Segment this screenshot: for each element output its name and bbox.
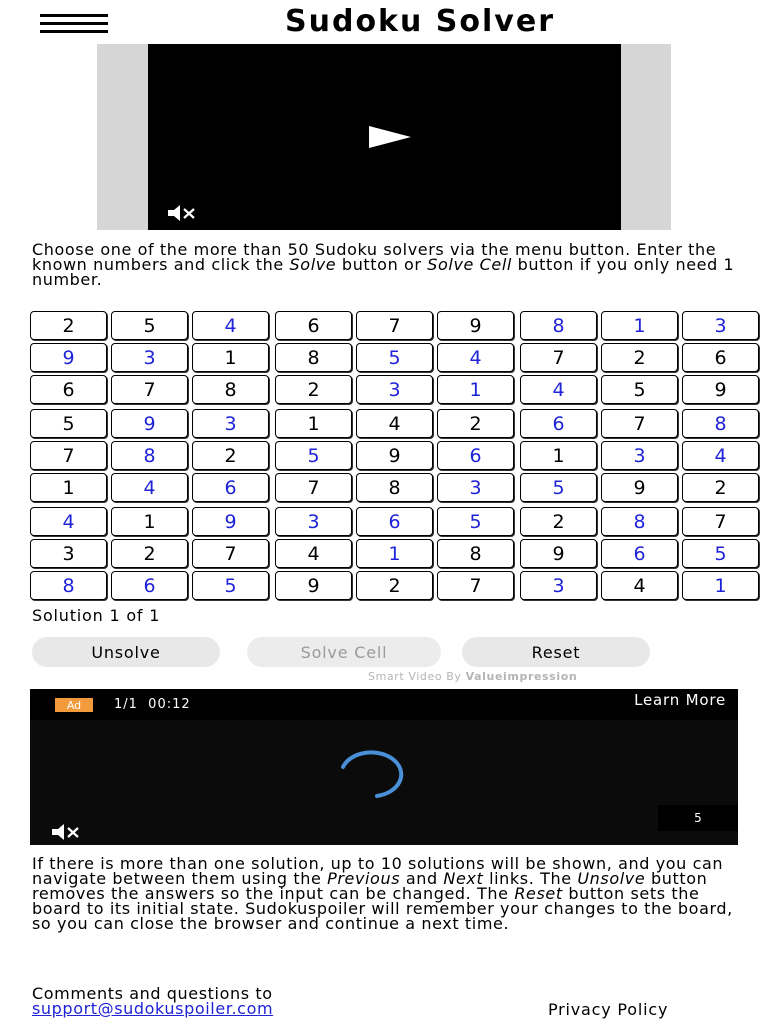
sudoku-cell[interactable]: 5: [111, 311, 188, 340]
sudoku-cell[interactable]: 1: [192, 343, 269, 372]
sudoku-cell[interactable]: 6: [601, 539, 678, 568]
sudoku-cell[interactable]: 1: [682, 571, 759, 600]
sudoku-cell[interactable]: 6: [192, 473, 269, 502]
sudoku-cell[interactable]: 3: [437, 473, 514, 502]
sudoku-cell[interactable]: 4: [356, 409, 433, 438]
sudoku-cell[interactable]: 8: [275, 343, 352, 372]
sudoku-cell[interactable]: 2: [356, 571, 433, 600]
sudoku-cell[interactable]: 1: [520, 441, 597, 470]
sudoku-cell[interactable]: 9: [601, 473, 678, 502]
sudoku-cell[interactable]: 5: [437, 507, 514, 536]
sudoku-cell[interactable]: 7: [111, 375, 188, 404]
sudoku-cell[interactable]: 6: [682, 343, 759, 372]
sudoku-cell[interactable]: 1: [437, 375, 514, 404]
sudoku-cell[interactable]: 2: [192, 441, 269, 470]
sudoku-cell[interactable]: 9: [520, 539, 597, 568]
sudoku-cell[interactable]: 8: [111, 441, 188, 470]
sudoku-cell[interactable]: 1: [275, 409, 352, 438]
sudoku-cell[interactable]: 1: [111, 507, 188, 536]
sudoku-cell[interactable]: 1: [30, 473, 107, 502]
sudoku-cell[interactable]: 8: [30, 571, 107, 600]
sudoku-cell[interactable]: 8: [437, 539, 514, 568]
sudoku-cell[interactable]: 9: [437, 311, 514, 340]
unsolve-button[interactable]: Unsolve: [32, 637, 220, 667]
sudoku-cell[interactable]: 1: [356, 539, 433, 568]
sudoku-cell[interactable]: 9: [111, 409, 188, 438]
sudoku-cell[interactable]: 7: [682, 507, 759, 536]
sudoku-cell[interactable]: 9: [30, 343, 107, 372]
sudoku-cell[interactable]: 4: [30, 507, 107, 536]
sudoku-cell[interactable]: 7: [437, 571, 514, 600]
sudoku-cell[interactable]: 9: [356, 441, 433, 470]
solve-cell-button[interactable]: Solve Cell: [247, 637, 441, 667]
loading-spinner-icon: [337, 747, 411, 801]
contact-section: [32, 986, 273, 1016]
sudoku-cell[interactable]: 4: [682, 441, 759, 470]
learn-more-link[interactable]: Learn More: [634, 691, 726, 709]
sudoku-cell[interactable]: 4: [192, 311, 269, 340]
skip-countdown[interactable]: 5: [658, 805, 738, 831]
sudoku-cell[interactable]: 4: [437, 343, 514, 372]
sudoku-cell[interactable]: 8: [520, 311, 597, 340]
sudoku-cell[interactable]: 4: [275, 539, 352, 568]
ad-badge: Ad: [55, 698, 93, 712]
sudoku-cell[interactable]: 8: [356, 473, 433, 502]
info-paragraph: If there is more than one solution, up to 10 solutions will be shown, and you can navigate between them using the Previous and Next links. The Unsolve button removes the answers so the input can be changed. The Reset button sets the board to its initial state. Sudokuspoiler will remember your changes to the board, so you can close the browser and continue a next time.: [32, 854, 733, 933]
sudoku-cell[interactable]: 6: [437, 441, 514, 470]
support-email-link[interactable]: support@sudokuspoiler.com: [32, 999, 274, 1018]
sudoku-cell[interactable]: 5: [275, 441, 352, 470]
sudoku-cell[interactable]: 2: [275, 375, 352, 404]
sudoku-cell[interactable]: 7: [520, 343, 597, 372]
smart-video-credit: Smart Video By Valueimpression: [368, 670, 578, 683]
sudoku-cell[interactable]: 6: [275, 311, 352, 340]
video-player[interactable]: [97, 44, 671, 230]
contact-label: Comments and questions to: [32, 984, 273, 1003]
sudoku-cell[interactable]: 4: [520, 375, 597, 404]
sudoku-cell[interactable]: 5: [601, 375, 678, 404]
sudoku-cell[interactable]: 6: [356, 507, 433, 536]
sudoku-cell[interactable]: 2: [601, 343, 678, 372]
ad-counter: 1/1 00:12: [114, 697, 191, 712]
solution-status: Solution 1 of 1: [32, 606, 161, 625]
page-title: Sudoku Solver: [285, 4, 555, 39]
muted-speaker-icon[interactable]: [166, 204, 198, 222]
sudoku-cell[interactable]: 1: [601, 311, 678, 340]
reset-button[interactable]: Reset: [462, 637, 650, 667]
ad-top-bar: [30, 689, 738, 720]
sudoku-cell[interactable]: 7: [601, 409, 678, 438]
sudoku-cell[interactable]: 8: [192, 375, 269, 404]
sudoku-cell[interactable]: 5: [682, 539, 759, 568]
sudoku-cell[interactable]: 3: [275, 507, 352, 536]
sudoku-cell[interactable]: 3: [356, 375, 433, 404]
sudoku-cell[interactable]: 3: [682, 311, 759, 340]
intro-text: Choose one of the more than 50 Sudoku solvers via the menu button. Enter the known numbers and click the Solve button or Solve Cell button if you only need 1 number.: [32, 240, 735, 289]
muted-speaker-icon[interactable]: [50, 823, 82, 841]
sudoku-cell[interactable]: 3: [30, 539, 107, 568]
sudoku-cell[interactable]: 2: [682, 473, 759, 502]
play-icon[interactable]: [369, 126, 411, 148]
sudoku-cell[interactable]: 9: [275, 571, 352, 600]
sudoku-cell[interactable]: 6: [111, 571, 188, 600]
video-ad[interactable]: [30, 689, 738, 845]
sudoku-cell[interactable]: 6: [520, 409, 597, 438]
sudoku-board: [30, 311, 760, 601]
sudoku-cell[interactable]: 7: [356, 311, 433, 340]
sudoku-cell[interactable]: 5: [356, 343, 433, 372]
sudoku-cell[interactable]: 2: [520, 507, 597, 536]
sudoku-cell[interactable]: 3: [601, 441, 678, 470]
video-screen[interactable]: [148, 44, 621, 230]
sudoku-cell[interactable]: 7: [275, 473, 352, 502]
sudoku-cell[interactable]: 9: [682, 375, 759, 404]
sudoku-cell[interactable]: 7: [192, 539, 269, 568]
sudoku-cell[interactable]: 7: [30, 441, 107, 470]
sudoku-cell[interactable]: 2: [111, 539, 188, 568]
sudoku-cell[interactable]: 5: [192, 571, 269, 600]
sudoku-cell[interactable]: 9: [192, 507, 269, 536]
sudoku-cell[interactable]: 5: [520, 473, 597, 502]
sudoku-cell[interactable]: 3: [520, 571, 597, 600]
sudoku-cell[interactable]: 4: [601, 571, 678, 600]
sudoku-cell[interactable]: 6: [30, 375, 107, 404]
sudoku-cell[interactable]: 2: [437, 409, 514, 438]
sudoku-cell[interactable]: 3: [111, 343, 188, 372]
sudoku-cell[interactable]: 3: [192, 409, 269, 438]
sudoku-cell[interactable]: 2: [30, 311, 107, 340]
sudoku-cell[interactable]: 4: [111, 473, 188, 502]
sudoku-cell[interactable]: 8: [682, 409, 759, 438]
privacy-policy-link[interactable]: Privacy Policy: [548, 1000, 669, 1019]
sudoku-cell[interactable]: 5: [30, 409, 107, 438]
sudoku-cell[interactable]: 8: [601, 507, 678, 536]
